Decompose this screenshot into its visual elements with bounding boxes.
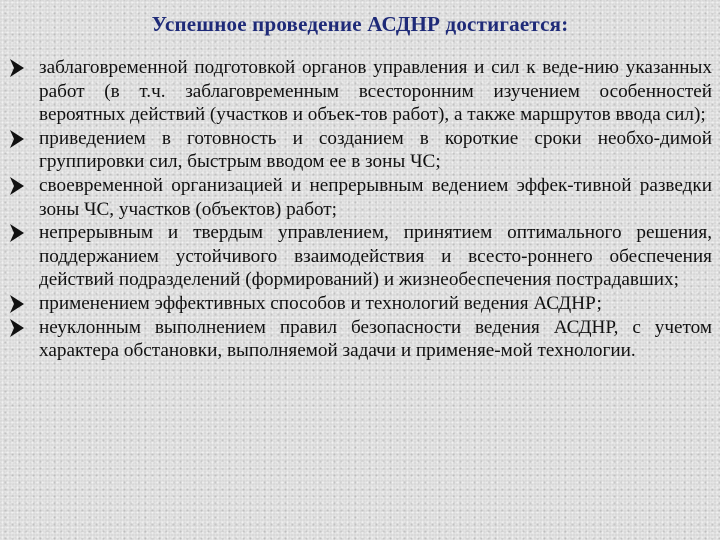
list-item <box>8 292 712 316</box>
list-item-text: применением эффективных способов и технологий ведения АСДНР; <box>39 292 602 314</box>
arrowhead-bullet-icon <box>8 294 26 314</box>
list-item-text: своевременной организацией и непрерывным ведением эффек-тивной разведки зоны ЧС, участков (объектов) работ; <box>39 174 712 220</box>
list-item <box>8 174 712 221</box>
slide-title: Успешное проведение АСДНР достигается: <box>151 12 569 36</box>
arrowhead-bullet-icon <box>8 58 26 78</box>
arrowhead-bullet-icon <box>8 176 26 196</box>
bullet-list <box>8 56 712 363</box>
list-item <box>8 56 712 127</box>
list-item-text: неуклонным выполнением правил безопасности ведения АСДНР, с учетом характера обстановки, выполняемой задачи и применяе-мой технологии. <box>39 316 712 362</box>
arrowhead-bullet-icon <box>8 223 26 243</box>
list-item-text: заблаговременной подготовкой органов управления и сил к веде-нию указанных работ (в т.ч. заблаговременным всесторонним изучением особенностей вероятных действий (участков и объек-тов работ), а также маршрутов ввода сил); <box>39 57 712 126</box>
arrowhead-bullet-icon <box>8 318 26 338</box>
list-item-text: приведением в готовность и созданием в короткие сроки необхо-димой группировки сил, быстрым вводом ее в зоны ЧС; <box>39 127 712 173</box>
list-item <box>8 127 712 174</box>
list-item <box>8 316 712 363</box>
list-item <box>8 221 712 292</box>
arrowhead-bullet-icon <box>8 129 26 149</box>
list-item-text: непрерывным и твердым управлением, принятием оптимального решения, поддержанием устойчивого взаимодействия и всесто-роннего обеспечения действий подразделений (формирований) и жизнеобеспечения пострадавших; <box>39 222 712 291</box>
